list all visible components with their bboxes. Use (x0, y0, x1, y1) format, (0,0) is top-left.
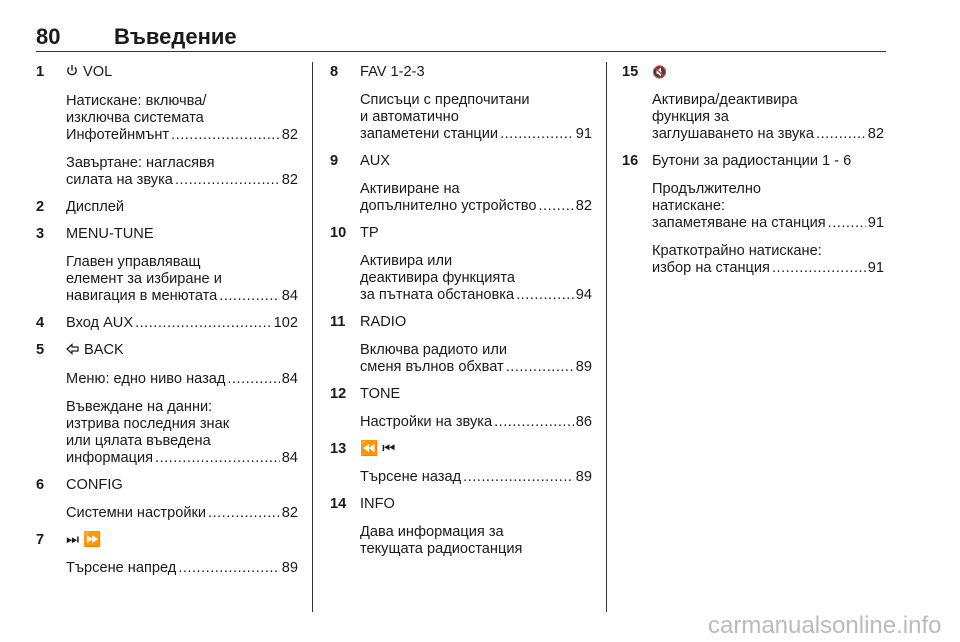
entry-number: 8 (330, 64, 339, 80)
desc-line: Търсене напред (66, 560, 177, 576)
entry-number: 9 (330, 153, 339, 169)
desc-line: Инфотейнмънт (66, 127, 170, 143)
entry-14 (330, 496, 592, 558)
desc-line: Въвеждане на данни: (66, 399, 213, 415)
column-3 (622, 64, 884, 277)
seek-forward-icon: ⏭ ⏩ (66, 532, 102, 548)
entry-label: BACK (84, 342, 124, 358)
entry-label: INFO (360, 496, 395, 512)
entry-number: 13 (330, 441, 347, 457)
desc-line: силата на звука (66, 172, 173, 188)
entry-number: 1 (36, 64, 45, 80)
desc-line: Натискане: включва/ (66, 93, 207, 109)
entry-label: AUX (360, 153, 391, 169)
entry-label: Дисплей (66, 199, 125, 215)
entry-label: TONE (360, 386, 401, 402)
page-header (36, 24, 886, 54)
page-ref: 91 (867, 260, 884, 276)
desc-line: Главен управляващ (66, 254, 201, 270)
entry-number: 5 (36, 342, 45, 358)
desc-line: текущата радиостанция (360, 541, 523, 557)
desc-line: функция за (652, 109, 729, 125)
entry-number: 14 (330, 496, 347, 512)
entry-number: 12 (330, 386, 347, 402)
desc-line: Продължително (652, 181, 761, 197)
entry-label: Вход AUX (66, 315, 134, 331)
entry-number: 6 (36, 477, 45, 493)
entry-9 (330, 153, 592, 215)
page-ref: 91 (867, 215, 884, 231)
page-ref: 91 (575, 126, 592, 142)
entry-label: VOL (83, 64, 113, 80)
entry-label: FAV 1-2-3 (360, 64, 425, 80)
entry-13 (330, 441, 592, 486)
desc-line: Търсене назад (360, 469, 462, 485)
page-ref: 82 (575, 198, 592, 214)
entry-3 (36, 226, 298, 305)
page-ref: 89 (575, 359, 592, 375)
page-title: Въведение (114, 24, 237, 49)
desc-line: запаметени станции (360, 126, 499, 142)
desc-line: информация (66, 450, 154, 466)
page-ref: 84 (281, 450, 298, 466)
desc-line: натискане: (652, 198, 726, 214)
page-ref: 102 (273, 315, 298, 331)
entry-10 (330, 225, 592, 304)
desc-line: сменя вълнов обхват (360, 359, 504, 375)
entry-16 (622, 153, 884, 277)
desc-line: Краткотрайно натискане: (652, 243, 822, 259)
back-arrow-icon (66, 343, 79, 360)
page-ref: 82 (867, 126, 884, 142)
entry-5 (36, 342, 298, 467)
desc-line: Дава информация за (360, 524, 504, 540)
entry-label: Бутони за радиостанции 1 - 6 (652, 153, 852, 169)
entry-6 (36, 477, 298, 522)
desc-line: изтрива последния знак (66, 416, 230, 432)
entry-1 (36, 64, 298, 189)
page-ref: 84 (281, 371, 298, 387)
desc-line: Активира/деактивира (652, 92, 798, 108)
entry-number: 15 (622, 64, 639, 80)
page-ref: 89 (281, 560, 298, 576)
entry-number: 11 (330, 314, 346, 330)
desc-line: Активира или (360, 253, 453, 269)
desc-line: запаметяване на станция (652, 215, 826, 231)
desc-line: за пътната обстановка (360, 287, 515, 303)
entry-7 (36, 532, 298, 577)
desc-line: Системни настройки (66, 505, 207, 521)
entry-12 (330, 386, 592, 431)
desc-line: Меню: едно ниво назад (66, 371, 226, 387)
entry-number: 3 (36, 226, 45, 242)
entry-11 (330, 314, 592, 376)
header-rule (36, 51, 886, 52)
page-ref: 82 (281, 127, 298, 143)
entry-number: 10 (330, 225, 347, 241)
desc-line: заглушаването на звука (652, 126, 815, 142)
entry-number: 4 (36, 315, 45, 331)
column-divider-2 (606, 62, 607, 612)
column-divider-1 (312, 62, 313, 612)
desc-line: Включва радиото или (360, 342, 507, 358)
desc-line: Списъци с предпочитани (360, 92, 530, 108)
column-1 (36, 64, 298, 577)
desc-line: деактивира функцията (360, 270, 515, 286)
entry-number: 7 (36, 532, 45, 548)
mute-icon: 🔇 (652, 65, 667, 79)
page-ref: 94 (575, 287, 592, 303)
desc-line: елемент за избиране и (66, 271, 222, 287)
entry-15 (622, 64, 884, 143)
page-ref: 82 (281, 172, 298, 188)
entry-number: 16 (622, 153, 639, 169)
desc-line: и автоматично (360, 109, 459, 125)
entry-number: 2 (36, 199, 45, 215)
entry-4 (36, 315, 298, 332)
desc-line: избор на станция (652, 260, 770, 276)
page-number: 80 (36, 24, 61, 49)
seek-back-icon: ⏪ ⏮ (360, 441, 396, 457)
entry-label: TP (360, 225, 379, 241)
page-ref: 86 (575, 414, 592, 430)
page-ref: 84 (281, 288, 298, 304)
entry-2 (36, 199, 298, 216)
page-ref: 82 (281, 505, 298, 521)
entry-8 (330, 64, 592, 143)
entry-label: CONFIG (66, 477, 123, 493)
entry-label: RADIO (360, 314, 407, 330)
desc-line: Активиране на (360, 181, 460, 197)
desc-line: Настройки на звука (360, 414, 493, 430)
column-2 (330, 64, 592, 558)
power-icon (66, 64, 78, 82)
page-ref: 89 (575, 469, 592, 485)
desc-line: допълнително устройство (360, 198, 537, 214)
entry-label: MENU-TUNE (66, 226, 154, 242)
desc-line: навигация в менютата (66, 288, 218, 304)
desc-line: Завъртане: нагласявя (66, 155, 215, 171)
watermark: carmanualsonline.info (708, 612, 942, 639)
desc-line: или цялата въведена (66, 433, 211, 449)
desc-line: изключва системата (66, 110, 204, 126)
